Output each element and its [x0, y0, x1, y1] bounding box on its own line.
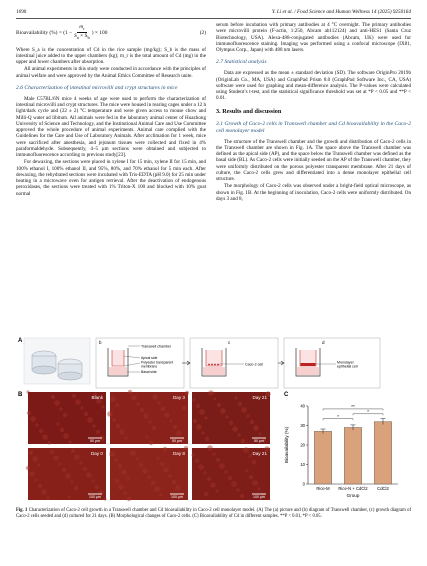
cell-texture: [72, 394, 76, 398]
paragraph: Where S_a is the concentration of Cd in the rice sample (mg/kg); S_b is the mass of intestinal juice added to the upper chambers (kg); m_r is the total amount of Cd (mg) in the upper and lower chambers after absorption.: [16, 46, 206, 66]
cell-texture: [87, 417, 93, 423]
cell-texture: [35, 423, 38, 426]
cell-texture: [208, 390, 214, 396]
cell-texture: [253, 425, 259, 431]
label-monolayer-1: Monolayer: [337, 360, 354, 365]
cell-texture: [191, 453, 194, 456]
paragraph: For dewaxing, the sections were placed in xylene I for 15 min, xylene II for 15 min, and 100% ethanol I, 100% ethanol II, and 95%, 80%, and 70% ethanol for 5 min each. After dewaxing, the rehydrated sections were incubated with Tris-EDTA (pH 9.0) for 25 min under heating in a microwave oven for antigen retrieval. After the deactivation of endogenous peroxidases, the sections were treated with 1% Triton-X 100 and blocked with 10% goat normal: [16, 159, 206, 197]
x-axis-label: Group: [346, 493, 360, 498]
equation-number: (2): [199, 29, 206, 36]
cell-texture: [232, 426, 238, 432]
label-apical-side: Apical side: [141, 356, 158, 360]
schematic-d-box: [284, 338, 380, 388]
cell-texture: [219, 463, 225, 469]
cell-texture: [56, 422, 59, 425]
paragraph: All animal experiments in this study were conducted in accordance with the principles of animal welfare and were approved by the Animal Ethics Committee of Research unite.: [16, 66, 206, 79]
panel-label-c: C: [284, 392, 289, 398]
right-column: [216, 22, 411, 203]
basal-medium: [109, 367, 127, 375]
cell-texture: [91, 479, 94, 482]
cell-texture: [47, 441, 50, 444]
cell-texture: [145, 435, 148, 438]
paragraph: The structure of the Transwell chamber and the growth and distribution of Caco-2 cells in the Transwell chamber are shown in Fig. 1A. The space above the Transwell chamber was defined as the apical side (AP), and the space below the Transwell chamber was defined as the basal side (BL). As Caco-2 cells were initially seeded on the AP of the Transwell chamber, they were uniformly distributed on the porous polyester transparent membrane. After 21 days of culture, the Caco-2 cells grew and differentiated into a dense monolayer epithelial cell structure.: [216, 138, 411, 182]
cell-texture: [70, 480, 73, 483]
cell-texture: [193, 419, 197, 423]
cell-texture: [228, 476, 232, 480]
transwell-insert-base: [32, 366, 56, 374]
cell-texture: [213, 397, 216, 400]
cell-texture: [79, 461, 82, 464]
cell-texture: [241, 407, 247, 413]
paragraph: The morphology of Caco-2 cells was observed under a bright-field optical microscope, as shown in Fig. 1B. At the beginning of inoculation, Caco-2 cells were uniformly distributed. On days 3 and 8,: [216, 183, 411, 202]
label-monolayer-2: epithelial cell: [337, 364, 358, 369]
cell-texture: [115, 479, 119, 483]
cell-texture: [112, 418, 115, 421]
cell-texture: [172, 480, 176, 484]
cell-texture: [215, 489, 218, 492]
cell-texture: [80, 406, 83, 409]
cell-texture: [121, 469, 127, 475]
micrograph-label: Day 21: [252, 451, 267, 456]
cell-texture: [142, 468, 148, 474]
scale-bar-label: 50 μm: [253, 439, 265, 443]
cell-texture: [196, 404, 200, 408]
page-header: [16, 8, 411, 19]
cell-texture: [34, 478, 37, 481]
cell-texture: [236, 488, 239, 491]
cell-texture: [46, 496, 49, 499]
cell-texture: [101, 405, 104, 408]
cell-texture: [164, 412, 170, 418]
cell-texture: [118, 464, 122, 468]
cell-texture: [205, 437, 209, 441]
cell-texture: [220, 408, 226, 414]
basal-medium: [203, 367, 225, 375]
cell-texture: [119, 429, 125, 435]
cell-texture: [59, 407, 62, 410]
figure-svg: [16, 334, 411, 506]
scale-bar-label: 100 μm: [170, 495, 184, 499]
label-caco2-cell: Caco-2 cell: [245, 362, 263, 367]
cell-texture: [237, 433, 240, 436]
label-transwell-chamber: Transwell chamber: [141, 344, 172, 349]
cell-texture: [204, 416, 207, 419]
page-number: 1690: [16, 9, 27, 15]
micrograph-label: Blank: [91, 395, 103, 400]
cell-texture: [110, 396, 116, 402]
cell-texture: [249, 475, 253, 479]
cell-texture: [53, 455, 59, 461]
cell-texture: [114, 458, 117, 461]
panel-label-b: B: [18, 392, 23, 398]
cell-texture: [136, 402, 139, 405]
scale-bar-label: 100 μm: [88, 495, 102, 499]
section-heading: 3. Results and discussion: [216, 107, 282, 115]
schematic-c-box: [190, 338, 278, 388]
y-tick-label: 10: [300, 462, 305, 467]
cell-texture: [160, 462, 164, 466]
cell-texture: [50, 450, 54, 454]
x-tick-label: Rice-N + CdCl2: [338, 486, 368, 491]
schematic-label-b: b: [99, 340, 102, 345]
x-tick-label: Rice-M: [316, 486, 330, 491]
cell-texture: [71, 449, 75, 453]
cell-texture: [29, 451, 33, 455]
left-column: [16, 22, 206, 198]
y-tick-label: 20: [300, 442, 305, 448]
bar: [314, 431, 331, 484]
cell-texture: [60, 428, 64, 432]
cell-texture: [192, 398, 195, 401]
bar: [374, 422, 391, 484]
micrograph-label: Day 8: [172, 451, 185, 456]
cell-texture: [258, 432, 261, 435]
cell-texture: [107, 411, 113, 417]
label-basal-side: Basal side: [141, 370, 157, 374]
y-tick-label: 0: [302, 481, 305, 487]
y-tick-label: 40: [300, 403, 305, 409]
bioavailability-chart: [284, 404, 398, 499]
cell-texture: [74, 486, 78, 490]
bioavailability-equation: Bioavailability (%) = (1 − $\frac{m_r}{S_a \times S_b}$ ) × 100 (2): [16, 24, 206, 41]
scale-bar-label: 50 μm: [89, 439, 101, 443]
monolayer-cells: [301, 363, 316, 366]
cell-texture: [224, 470, 227, 473]
cell-texture: [243, 447, 249, 453]
cell-texture: [86, 472, 92, 478]
cell-texture: [37, 463, 40, 466]
cell-texture: [154, 486, 160, 492]
cell-texture: [126, 476, 129, 479]
cell-texture: [210, 482, 216, 488]
micrograph-label: Day 3: [172, 395, 185, 400]
cell-texture: [234, 396, 237, 399]
cell-texture: [195, 459, 199, 463]
cell-texture: [58, 462, 61, 465]
cell-texture: [62, 468, 66, 472]
cell-texture: [185, 391, 189, 395]
cell-texture: [74, 454, 80, 460]
cell-texture: [161, 407, 165, 411]
cell-texture: [67, 495, 70, 498]
cell-texture: [75, 399, 81, 405]
cell-texture: [51, 395, 55, 399]
cell-texture: [143, 413, 149, 419]
cell-texture: [128, 390, 132, 394]
cell-texture: [26, 390, 29, 393]
y-tick-label: 30: [300, 423, 305, 428]
cell-texture: [127, 497, 131, 501]
cell-texture: [42, 434, 48, 440]
caption-label: Fig. 1: [16, 508, 28, 513]
section-heading: 2.6 Characterization of intestinal microvilli and crypt structures in mice: [16, 84, 178, 91]
cell-texture: [103, 497, 106, 500]
figure-1: [16, 334, 411, 506]
bar: [344, 427, 361, 484]
cell-texture: [199, 409, 205, 415]
cell-texture: [139, 463, 143, 467]
insert-outline: [206, 350, 222, 366]
cell-texture: [203, 471, 206, 474]
paragraph: serum before incubation with primary antibodies at 4 °C overnight. The primary antibodies were microvilli protein (F-actin, 1:250, Abcam ab112124) and anti-HES1 (Santa Cruz Biotechnology, USA). Alexa-488-conjugated antibodies (Abcam, UK) were used for immunofluorescence staining. Imaging was performed using a confocal microscope (IX81, Olympus Corp., Japan) with 488 nm lasers.: [216, 22, 411, 53]
cell-texture: [135, 457, 138, 460]
cell-texture: [131, 395, 137, 401]
scale-bar-label: 50 μm: [171, 439, 183, 443]
cell-texture: [54, 400, 60, 406]
panel-label-a: A: [18, 338, 23, 344]
cell-texture: [229, 421, 233, 425]
cell-texture: [95, 485, 99, 489]
schematic-label-d: d: [322, 340, 325, 345]
significance-mark: *: [367, 410, 369, 415]
cell-texture: [257, 487, 260, 490]
cell-texture: [212, 452, 215, 455]
cell-texture: [39, 429, 43, 433]
cell-texture: [159, 493, 162, 496]
cell-texture: [38, 484, 42, 488]
cell-texture: [207, 445, 213, 451]
cell-texture: [152, 394, 158, 400]
micrograph-label: Day 21: [252, 395, 267, 400]
cell-texture: [207, 477, 211, 481]
cell-texture: [184, 446, 188, 450]
cell-texture: [216, 458, 220, 462]
cell-texture: [168, 474, 171, 477]
basal-medium: [297, 367, 319, 375]
cell-texture: [140, 408, 144, 412]
equation-fraction: $\frac{m_r}{S_a \times S_b}$: [74, 24, 90, 41]
cell-texture: [196, 424, 202, 430]
cell-texture: [116, 424, 120, 428]
micrograph-grid: [26, 390, 271, 501]
cell-texture: [149, 441, 153, 445]
caption-text: Characterization of Caco-2 cell growth in a Transwell chamber and Cd bioavailability in Caco-2 cell monolayer model. (A) The (a) picture and (b) diagram of Transwell chamber, (c) growth diagram of Caco-2 cells seeded and (d) cultured for 21 days. (B) Morphological changes of Caco-2 cells. (C) Bioavailability of Cd in different samples. **P < 0.01, *P < 0.05.: [16, 508, 412, 519]
insert-outline: [112, 350, 124, 366]
journal-citation: Y. Li et al. / Food Science and Human Wellness 14 (2025) 9250164: [271, 9, 411, 15]
cell-texture: [250, 420, 254, 424]
cell-texture: [96, 430, 100, 434]
paragraph: Data are expressed as the mean ± standard deviation (SD). The software OriginPro 2019b (OriginLab Co., MA, USA) and GraphPad Prism 8.0 (GraphPad Software Inc., CA, USA) software were used for graphing and mean-difference analysis. The P-values were calculated using Student’s t-test, and the statistical significance threshold was set at *P < 0.05 and **P < 0.01.: [216, 70, 411, 102]
cell-texture: [32, 456, 38, 462]
cell-texture: [248, 454, 251, 457]
cell-texture: [176, 430, 182, 436]
cell-texture: [225, 415, 228, 418]
cell-texture: [204, 492, 208, 496]
cell-texture: [147, 475, 150, 478]
cell-texture: [130, 450, 136, 456]
cell-texture: [151, 481, 155, 485]
cell-texture: [240, 494, 244, 498]
cell-texture: [182, 406, 186, 410]
cell-texture: [92, 424, 95, 427]
cell-texture: [238, 402, 242, 406]
cell-texture: [201, 431, 204, 434]
cell-texture: [68, 440, 71, 443]
cell-texture: [157, 401, 160, 404]
cell-texture: [65, 473, 71, 479]
significance-mark: **: [351, 405, 355, 411]
transwell-insert-base-2: [58, 372, 82, 380]
significance-mark: *: [337, 414, 339, 420]
cell-texture: [115, 403, 118, 406]
figure-caption: [16, 508, 411, 520]
cell-texture: [124, 436, 127, 439]
cell-texture: [173, 425, 177, 429]
label-membrane-2: membrane: [141, 364, 158, 369]
schematic-label-c: c: [228, 340, 231, 345]
cell-texture: [156, 456, 159, 459]
section-heading: 2.7 Statistical analysis: [216, 59, 267, 66]
cell-texture: [231, 481, 237, 487]
cell-texture: [148, 420, 151, 423]
cell-texture: [246, 414, 249, 417]
cell-texture: [30, 416, 36, 422]
cell-texture: [245, 469, 248, 472]
paragraph: Male C57BL/6N mice 4 weeks of age were used to perform the characterization of intestinal microvilli and crypt structures. The mice were housed in rearing cages under a 12 h light/dark cycle and (22 ± 2) °C temperature and were given access to mouse chow and Milli-Q water ad libitum. All animals were fed in the laboratory animal center of Huazhong University of Science and Technology, and the Institutional Animal Care and Use Committee approved the whole procedure of animal experiments. Animal care complied with the Guidelines for the Care and Use of Laboratory Animals. After acclimation for 1 week, mice were sacrificed after anesthesia, and jejunum tissues were collected and fixed in 4% paraformaldehyde. Subsequently, 4–5 μm sections were obtained and subjected to immunofluorescence according to previous study[23].: [16, 95, 207, 159]
cell-texture: [163, 447, 167, 451]
cell-texture: [84, 412, 88, 416]
section-heading: 3.1 Growth of Caco-2 cells in Transwell chamber and Cd bioavailability in the Caco-2 cell monolayer model: [216, 120, 411, 134]
cell-texture: [175, 485, 181, 491]
cell-texture: [29, 471, 35, 477]
cell-texture: [109, 451, 115, 457]
scale-bar-label: 100 μm: [252, 495, 266, 499]
cell-texture: [27, 411, 31, 415]
x-tick-label: CdCl2: [377, 486, 389, 491]
cell-texture: [163, 467, 169, 473]
y-axis-label: Bioavailability (%): [284, 426, 289, 464]
cell-texture: [123, 491, 126, 494]
cell-texture: [217, 403, 221, 407]
cell-texture: [252, 460, 256, 464]
cell-texture: [63, 413, 67, 417]
cell-texture: [169, 419, 172, 422]
cell-texture: [83, 467, 87, 471]
cell-texture: [118, 484, 124, 490]
micrograph-label: Day 0: [90, 451, 103, 456]
cell-texture: [152, 426, 156, 430]
cell-texture: [41, 489, 47, 495]
cell-texture: [26, 466, 30, 470]
cell-texture: [198, 464, 204, 470]
cell-texture: [252, 480, 258, 486]
cell-texture: [63, 433, 69, 439]
label-membrane-1: Polyester transparent: [141, 360, 174, 365]
cell-texture: [241, 439, 245, 443]
